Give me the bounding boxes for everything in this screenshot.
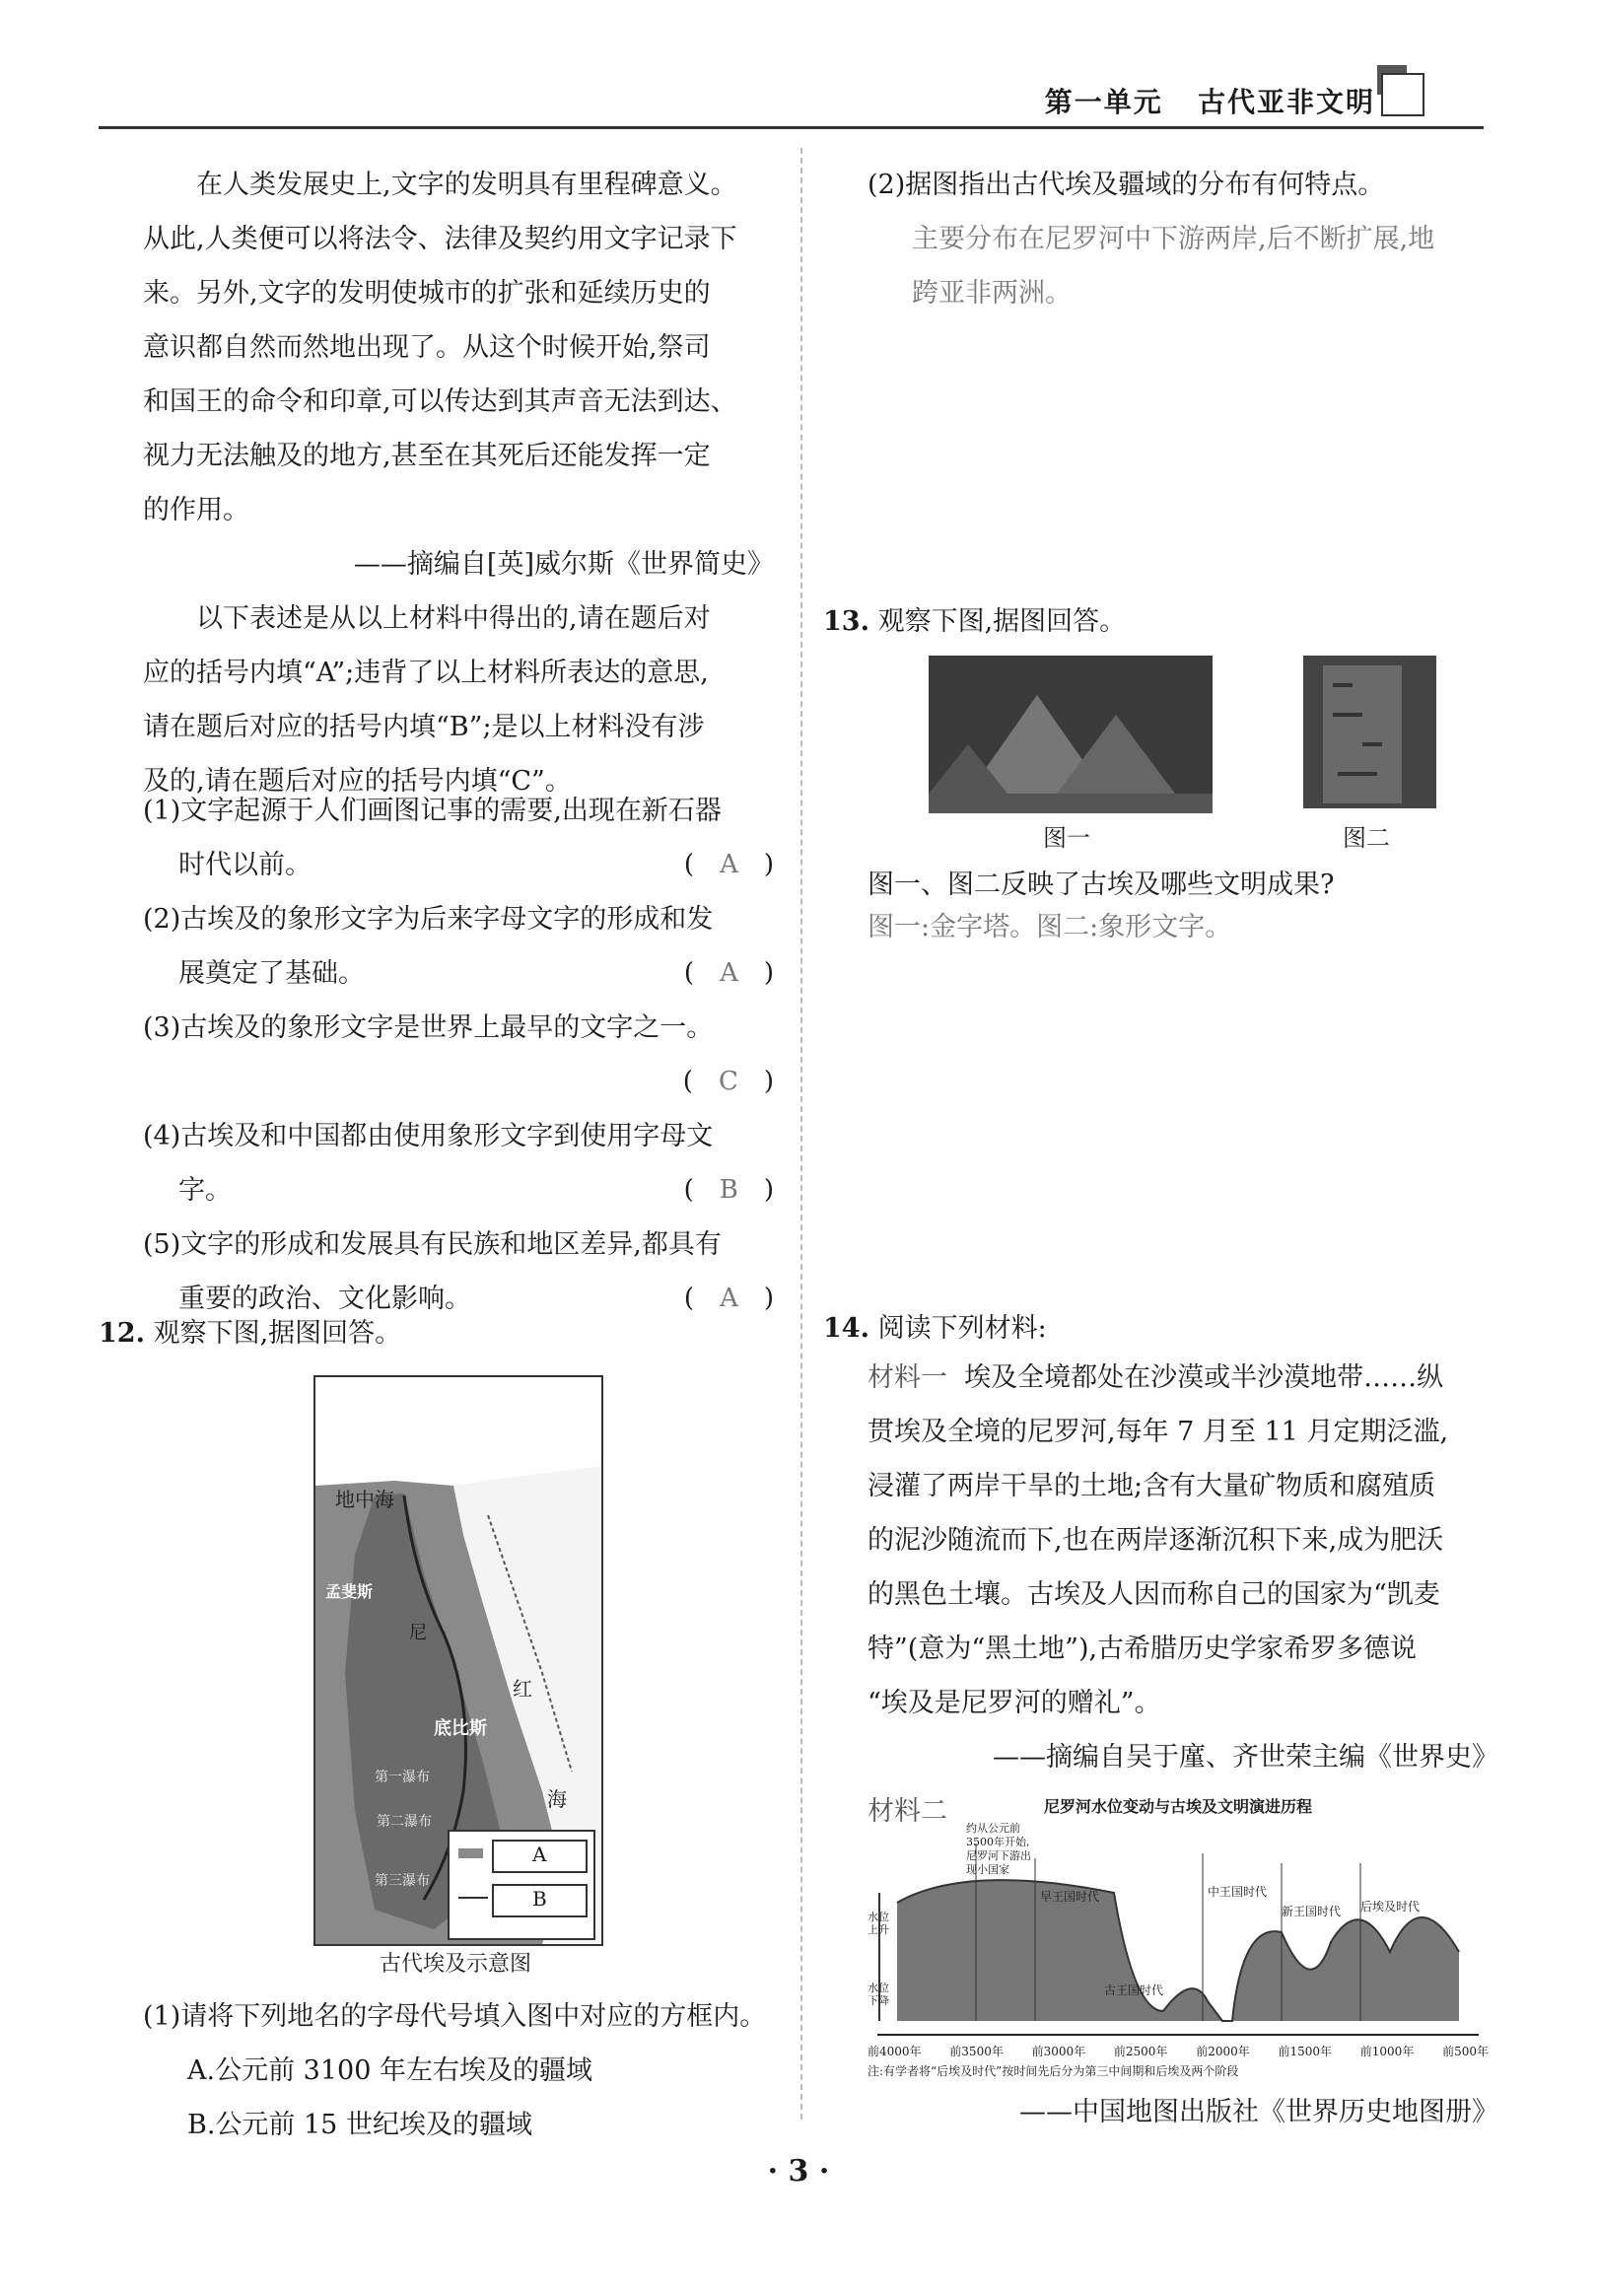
question-number: 13. bbox=[823, 606, 869, 637]
tick-label: 前2000年 bbox=[1196, 2045, 1250, 2058]
map-label: 第一瀑布 bbox=[375, 1770, 430, 1785]
material-line: 浸灌了两岸干旱的土地;含有大量矿物质和腐殖质 bbox=[868, 1471, 1436, 1501]
tick-label: 前1000年 bbox=[1359, 2045, 1415, 2058]
passage bbox=[143, 158, 774, 808]
answer-bracket: ( A ) bbox=[683, 1284, 774, 1313]
sea-area bbox=[315, 1377, 601, 1486]
statement-text: (3)古埃及的象形文字是世界上最早的文字之一。 bbox=[143, 1012, 714, 1043]
statement-text: 重要的政治、文化影响。 bbox=[178, 1284, 471, 1314]
axis-label-down: 水位下降 bbox=[868, 1982, 889, 2007]
map-graphic bbox=[315, 1377, 601, 1944]
figure-2-caption: 图二 bbox=[1343, 824, 1390, 852]
figure-1-caption: 图一 bbox=[1043, 824, 1090, 852]
answer-bracket: ( B ) bbox=[683, 1175, 774, 1205]
question-14-heading bbox=[823, 1306, 1047, 1345]
answer-text: 图一:金字塔。图二:象形文字。 bbox=[868, 912, 1232, 942]
statement-item bbox=[143, 1218, 774, 1326]
tick-label: 前4000年 bbox=[868, 2045, 922, 2058]
map-caption: 古代埃及示意图 bbox=[380, 1952, 532, 1977]
passage-line: 意识都自然而然地出现了。从这个时候开始,祭司 bbox=[143, 332, 711, 363]
statement-item bbox=[143, 1001, 774, 1109]
statement-item bbox=[143, 784, 774, 892]
instruction-line: 应的括号内填“A”;违背了以上材料所表达的意思, bbox=[143, 658, 709, 688]
statement-text: 时代以前。 bbox=[178, 850, 312, 880]
material-label: 材料一 bbox=[868, 1362, 947, 1393]
material-1 bbox=[868, 1351, 1498, 1839]
material-source: ——中国地图出版社《世界历史地图册》 bbox=[1019, 2097, 1498, 2127]
subquestion-text: (1)请将下列地名的字母代号填入图中对应的方框内。 bbox=[143, 2001, 767, 2032]
passage-line: 来。另外,文字的发明使城市的扩张和延续历史的 bbox=[143, 278, 711, 309]
answer-value: A bbox=[720, 1284, 738, 1313]
material-line: 特”(意为“黑土地”),古希腊历史学家希罗多德说 bbox=[868, 1634, 1418, 1664]
option-a: A.公元前 3100 年左右埃及的疆域 bbox=[187, 2055, 592, 2086]
map-label: 第三瀑布 bbox=[375, 1873, 430, 1889]
column-divider bbox=[800, 148, 802, 2120]
legend-label-b: B bbox=[532, 1887, 547, 1911]
subquestion-text: (2)据图指出古代埃及疆域的分布有何特点。 bbox=[868, 170, 1385, 200]
hieroglyph-photo bbox=[1303, 656, 1436, 808]
question-prompt: 观察下图,据图回答。 bbox=[153, 1318, 402, 1349]
unit-label: 第一单元 bbox=[1044, 86, 1163, 118]
statement-text: (2)古埃及的象形文字为后来字母文字的形成和发 bbox=[143, 904, 714, 935]
header-title bbox=[1045, 81, 1375, 120]
map-label: 底比斯 bbox=[434, 1718, 487, 1739]
tick-label: 前3000年 bbox=[1031, 2045, 1086, 2058]
question-prompt: 阅读下列材料: bbox=[877, 1313, 1047, 1344]
tick-label: 前2500年 bbox=[1113, 2045, 1168, 2058]
question-12-subquestion-1 bbox=[143, 1989, 774, 2152]
material-line: 的泥沙随流而下,也在两岸逐渐沉积下来,成为肥沃 bbox=[868, 1525, 1444, 1556]
question-12-subquestion-2 bbox=[868, 158, 1498, 320]
passage-source: ——摘编自[英]威尔斯《世界简史》 bbox=[353, 549, 774, 580]
material-label: 材料二 bbox=[868, 1796, 947, 1827]
statement-text: 字。 bbox=[178, 1175, 232, 1206]
question-number: 12. bbox=[99, 1318, 145, 1349]
question-number: 14. bbox=[823, 1313, 869, 1344]
map-label: 红 bbox=[513, 1677, 532, 1701]
period-label: 早王国时代 bbox=[1040, 1890, 1100, 1904]
answer-bracket: ( C ) bbox=[682, 1067, 774, 1096]
statement-item bbox=[143, 892, 774, 1001]
instruction-line: 请在题后对应的括号内填“B”;是以上材料没有涉 bbox=[143, 712, 705, 742]
legend-swatch-a bbox=[458, 1848, 483, 1858]
chart-footnote: 注:有学者将“后埃及时代”按时间先后分为第三中间期和后埃及两个阶段 bbox=[868, 2064, 1239, 2078]
pyramid-photo bbox=[929, 656, 1213, 813]
passage-line: 和国王的命令和印章,可以传达到其声音无法到达、 bbox=[143, 386, 737, 417]
header-decoration-frame bbox=[1381, 73, 1424, 116]
map-label: 孟斐斯 bbox=[325, 1582, 374, 1601]
answer-text: 跨亚非两洲。 bbox=[912, 278, 1072, 309]
period-label: 中王国时代 bbox=[1208, 1885, 1268, 1899]
question-13-heading bbox=[823, 599, 1126, 638]
passage-line: 在人类发展史上,文字的发明具有里程碑意义。 bbox=[196, 170, 737, 200]
map-label: 海 bbox=[547, 1787, 567, 1811]
pyramid-graphic bbox=[929, 656, 1213, 813]
period-label: 古王国时代 bbox=[1104, 1983, 1164, 1997]
passage-line: 从此,人类便可以将法令、法律及契约用文字记录下 bbox=[143, 224, 737, 254]
statement-list bbox=[143, 784, 774, 1326]
material-line: 埃及全境都处在沙漠或半沙漠地带……纵 bbox=[964, 1362, 1444, 1393]
axis-label-up: 水位上升 bbox=[868, 1911, 889, 1936]
instruction-line: 以下表述是从以上材料中得出的,请在题后对 bbox=[196, 603, 711, 634]
instruction-line: 及的,请在题后对应的括号内填“C”。 bbox=[143, 766, 572, 797]
time-ticks bbox=[868, 2043, 1489, 2059]
map-label: 尼 bbox=[409, 1623, 427, 1643]
legend-label-a: A bbox=[532, 1843, 547, 1866]
material-source: ——摘编自吴于廑、齐世荣主编《世界史》 bbox=[993, 1742, 1498, 1773]
map-label: 地中海 bbox=[335, 1488, 394, 1511]
nile-chart bbox=[868, 1794, 1489, 2100]
chart-title: 尼罗河水位变动与古埃及文明演进历程 bbox=[1043, 1797, 1312, 1816]
unit-title: 古代亚非文明 bbox=[1197, 86, 1375, 118]
answer-value: C bbox=[718, 1067, 738, 1096]
passage-line: 视力无法触及的地方,甚至在其死后还能发挥一定 bbox=[143, 441, 711, 471]
material-line: “埃及是尼罗河的赠礼”。 bbox=[868, 1688, 1161, 1718]
statement-text: (1)文字起源于人们画图记事的需要,出现在新石器 bbox=[143, 796, 722, 826]
ancient-egypt-map bbox=[313, 1375, 603, 1946]
question-text: 图一、图二反映了古埃及哪些文明成果? bbox=[868, 870, 1335, 900]
question-prompt: 观察下图,据图回答。 bbox=[877, 606, 1127, 637]
statement-item bbox=[143, 1109, 774, 1218]
answer-value: A bbox=[720, 850, 738, 879]
question-13-body bbox=[868, 858, 1498, 943]
period-label: 后埃及时代 bbox=[1360, 1900, 1421, 1913]
chart-graphic bbox=[868, 1824, 1489, 2080]
answer-text: 主要分布在尼罗河中下游两岸,后不断扩展,地 bbox=[912, 224, 1435, 254]
period-label: 新王国时代 bbox=[1282, 1905, 1342, 1918]
page-header bbox=[99, 67, 1484, 129]
chart-annotation: 约从公元前3500年开始,尼罗河下游出现小国家 bbox=[966, 1822, 1031, 1876]
answer-bracket: ( A ) bbox=[683, 850, 774, 879]
option-b: B.公元前 15 世纪埃及的疆域 bbox=[187, 2110, 532, 2140]
question-12-heading bbox=[99, 1311, 401, 1350]
page-number: · 3 · bbox=[767, 2154, 830, 2189]
material-line: 贯埃及全境的尼罗河,每年 7 月至 11 月定期泛滥, bbox=[868, 1417, 1449, 1447]
statement-text: 展奠定了基础。 bbox=[178, 958, 365, 989]
statement-text: (4)古埃及和中国都由使用象形文字到使用字母文 bbox=[143, 1121, 714, 1151]
statement-text: (5)文字的形成和发展具有民族和地区差异,都具有 bbox=[143, 1229, 722, 1260]
tick-label: 前1500年 bbox=[1278, 2045, 1333, 2058]
passage-line: 的作用。 bbox=[143, 495, 249, 525]
hieroglyph-graphic bbox=[1303, 656, 1436, 808]
tick-label: 前500年 bbox=[1442, 2045, 1489, 2058]
answer-value: A bbox=[720, 958, 738, 988]
tick-label: 前3500年 bbox=[949, 2045, 1004, 2058]
map-label: 第二瀑布 bbox=[377, 1814, 432, 1830]
answer-bracket: ( A ) bbox=[683, 958, 774, 988]
material-line: 的黑色土壤。古埃及人因而称自己的国家为“凯麦 bbox=[868, 1579, 1440, 1610]
answer-value: B bbox=[719, 1175, 738, 1205]
